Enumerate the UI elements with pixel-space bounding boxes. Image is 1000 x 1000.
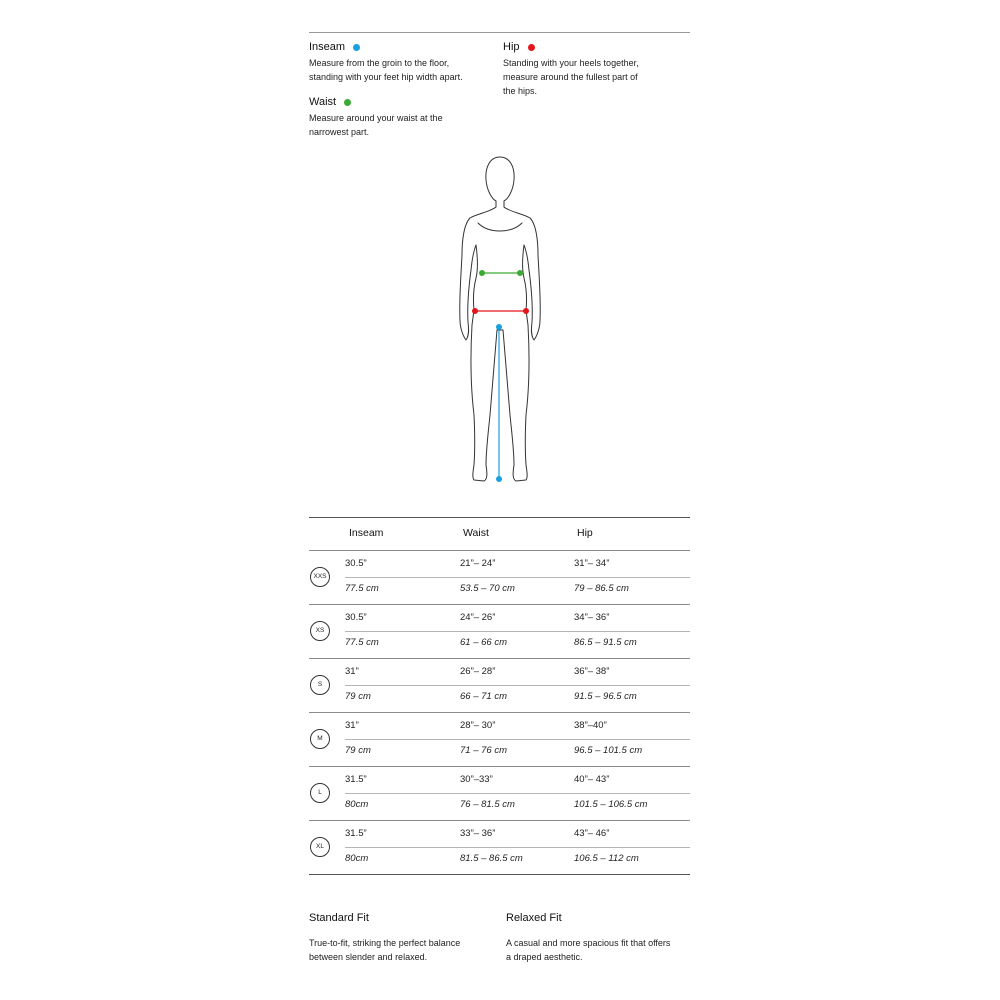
legend-inseam-desc-1: Measure from the groin to the floor, (309, 58, 450, 68)
fit-relaxed (506, 912, 696, 964)
body-measurement-figure (430, 150, 570, 495)
row-inner-divider (345, 685, 690, 686)
inseam-inches: 31.5” (345, 774, 367, 785)
legend-inseam-desc-2: standing with your feet hip width apart. (309, 72, 463, 82)
legend-inseam (309, 40, 499, 84)
waist-cm: 66 – 71 cm (460, 691, 507, 702)
hip-cm: 79 – 86.5 cm (574, 583, 629, 594)
size-badge: M (310, 729, 330, 749)
row-inner-divider (345, 577, 690, 578)
inseam-inches: 30.5” (345, 558, 367, 569)
table-row (309, 712, 690, 766)
waist-cm: 71 – 76 cm (460, 745, 507, 756)
waist-cm: 61 – 66 cm (460, 637, 507, 648)
hip-dot-icon (528, 44, 535, 51)
legend-hip-title: Hip (503, 41, 520, 53)
header-hip: Hip (577, 527, 593, 539)
inseam-cm: 80cm (345, 799, 369, 810)
fit-relaxed-title: Relaxed Fit (506, 912, 562, 924)
hip-inches: 40”– 43” (574, 774, 610, 785)
inseam-inches: 31” (345, 666, 359, 677)
inseam-cm: 77.5 cm (345, 637, 379, 648)
row-inner-divider (345, 793, 690, 794)
size-badge: XL (310, 837, 330, 857)
hip-right-marker-icon (523, 308, 529, 314)
legend-hip-desc-2: measure around the fullest part of (503, 72, 638, 82)
waist-dot-icon (344, 99, 351, 106)
hip-cm: 91.5 – 96.5 cm (574, 691, 637, 702)
inseam-cm: 79 cm (345, 691, 371, 702)
legend-waist-title: Waist (309, 96, 337, 108)
legend-inseam-title: Inseam (309, 41, 346, 53)
table-row (309, 604, 690, 658)
fit-standard-title: Standard Fit (309, 912, 369, 924)
table-top-border (309, 517, 690, 518)
body-outline-icon (460, 157, 541, 481)
inseam-dot-icon (353, 44, 360, 51)
inseam-top-marker-icon (496, 324, 502, 330)
waist-inches: 28”– 30” (460, 720, 496, 731)
legend-waist-desc-2: narrowest part. (309, 127, 370, 137)
inseam-cm: 79 cm (345, 745, 371, 756)
hip-cm: 106.5 – 112 cm (574, 853, 639, 864)
header-waist: Waist (463, 527, 489, 539)
inseam-bottom-marker-icon (496, 476, 502, 482)
hip-inches: 34”– 36” (574, 612, 610, 623)
size-badge: XS (310, 621, 330, 641)
row-inner-divider (345, 739, 690, 740)
inseam-inches: 30.5” (345, 612, 367, 623)
fit-standard-desc-1: True-to-fit, striking the perfect balance (309, 938, 461, 948)
table-row (309, 658, 690, 712)
waist-inches: 21”– 24” (460, 558, 496, 569)
legend-waist-desc-1: Measure around your waist at the (309, 113, 443, 123)
table-row (309, 766, 690, 820)
hip-inches: 38”–40” (574, 720, 607, 731)
waist-inches: 33”– 36” (460, 828, 496, 839)
waist-inches: 30”–33” (460, 774, 493, 785)
table-row (309, 550, 690, 604)
legend-hip (503, 40, 693, 98)
waist-inches: 24”– 26” (460, 612, 496, 623)
size-badge: XXS (310, 567, 330, 587)
hip-inches: 36”– 38” (574, 666, 610, 677)
fit-standard (309, 912, 499, 964)
size-badge: L (310, 783, 330, 803)
inseam-inches: 31” (345, 720, 359, 731)
waist-cm: 53.5 – 70 cm (460, 583, 515, 594)
hip-inches: 31”– 34” (574, 558, 610, 569)
waist-cm: 76 – 81.5 cm (460, 799, 515, 810)
fit-relaxed-desc-1: A casual and more spacious fit that offers (506, 938, 671, 948)
hip-cm: 101.5 – 106.5 cm (574, 799, 648, 810)
row-divider (309, 874, 690, 875)
hip-cm: 96.5 – 101.5 cm (574, 745, 643, 756)
waist-cm: 81.5 – 86.5 cm (460, 853, 523, 864)
hip-cm: 86.5 – 91.5 cm (574, 637, 637, 648)
waist-left-marker-icon (479, 270, 485, 276)
legend-hip-desc-1: Standing with your heels together, (503, 58, 639, 68)
table-row (309, 820, 690, 874)
fit-standard-desc-2: between slender and relaxed. (309, 952, 428, 962)
inseam-inches: 31.5” (345, 828, 367, 839)
row-inner-divider (345, 847, 690, 848)
row-inner-divider (345, 631, 690, 632)
size-badge: S (310, 675, 330, 695)
inseam-cm: 77.5 cm (345, 583, 379, 594)
hip-left-marker-icon (472, 308, 478, 314)
header-inseam: Inseam (349, 527, 384, 539)
waist-inches: 26”– 28” (460, 666, 496, 677)
top-divider (309, 32, 690, 33)
waist-right-marker-icon (517, 270, 523, 276)
fit-relaxed-desc-2: a draped aesthetic. (506, 952, 583, 962)
legend-waist (309, 95, 499, 139)
inseam-cm: 80cm (345, 853, 369, 864)
hip-inches: 43”– 46” (574, 828, 610, 839)
legend-hip-desc-3: the hips. (503, 86, 538, 96)
